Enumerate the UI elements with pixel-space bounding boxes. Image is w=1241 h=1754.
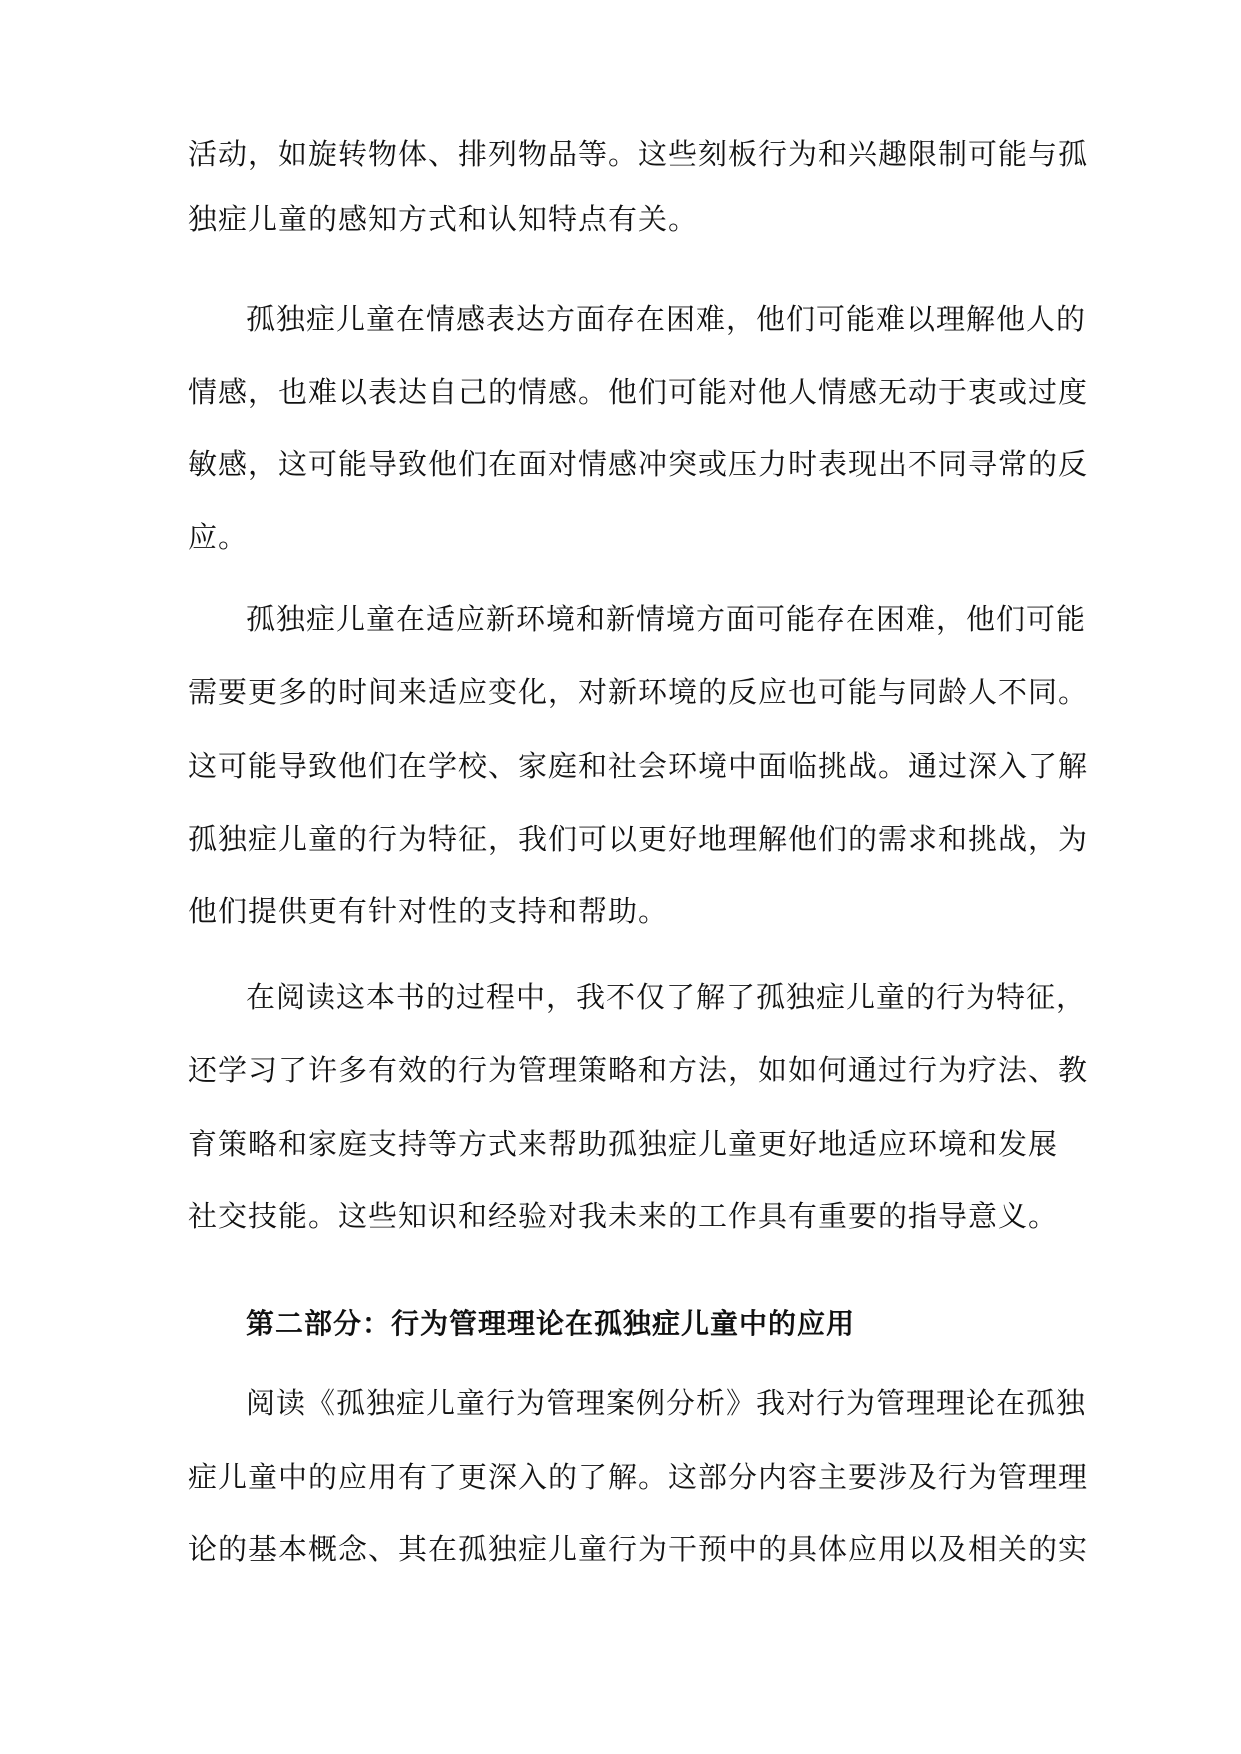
text-line: 还学习了许多有效的行为管理策略和方法，如如何通过行为疗法、教 xyxy=(188,1053,1089,1087)
text-line: 敏感，这可能导致他们在面对情感冲突或压力时表现出不同寻常的反 xyxy=(188,447,1089,481)
text-line: 应。 xyxy=(188,520,249,554)
text-line: 孤独症儿童的行为特征，我们可以更好地理解他们的需求和挑战，为 xyxy=(188,822,1089,856)
text-line: 症儿童中的应用有了更深入的了解。这部分内容主要涉及行为管理理 xyxy=(188,1460,1089,1494)
text-line: 孤独症儿童在适应新环境和新情境方面可能存在困难，他们可能 xyxy=(246,602,1087,636)
text-line: 情感，也难以表达自己的情感。他们可能对他人情感无动于衷或过度 xyxy=(188,375,1089,409)
text-line: 需要更多的时间来适应变化，对新环境的反应也可能与同龄人不同。 xyxy=(188,675,1089,709)
text-line: 他们提供更有针对性的支持和帮助。 xyxy=(188,894,669,928)
text-line: 活动，如旋转物体、排列物品等。这些刻板行为和兴趣限制可能与孤 xyxy=(188,137,1089,171)
text-line: 这可能导致他们在学校、家庭和社会环境中面临挑战。通过深入了解 xyxy=(188,749,1089,783)
text-line: 论的基本概念、其在孤独症儿童行为干预中的具体应用以及相关的实 xyxy=(188,1532,1089,1566)
text-line: 独症儿童的感知方式和认知特点有关。 xyxy=(188,202,699,236)
text-line: 育策略和家庭支持等方式来帮助孤独症儿童更好地适应环境和发展 xyxy=(188,1127,1059,1161)
text-line: 阅读《孤独症儿童行为管理案例分析》我对行为管理理论在孤独 xyxy=(246,1386,1087,1420)
section-heading: 第二部分：行为管理理论在孤独症儿童中的应用 xyxy=(246,1307,856,1340)
text-line: 在阅读这本书的过程中，我不仅了解了孤独症儿童的行为特征， xyxy=(246,980,1087,1014)
text-line: 孤独症儿童在情感表达方面存在困难，他们可能难以理解他人的 xyxy=(246,302,1087,336)
text-line: 社交技能。这些知识和经验对我未来的工作具有重要的指导意义。 xyxy=(188,1199,1059,1233)
